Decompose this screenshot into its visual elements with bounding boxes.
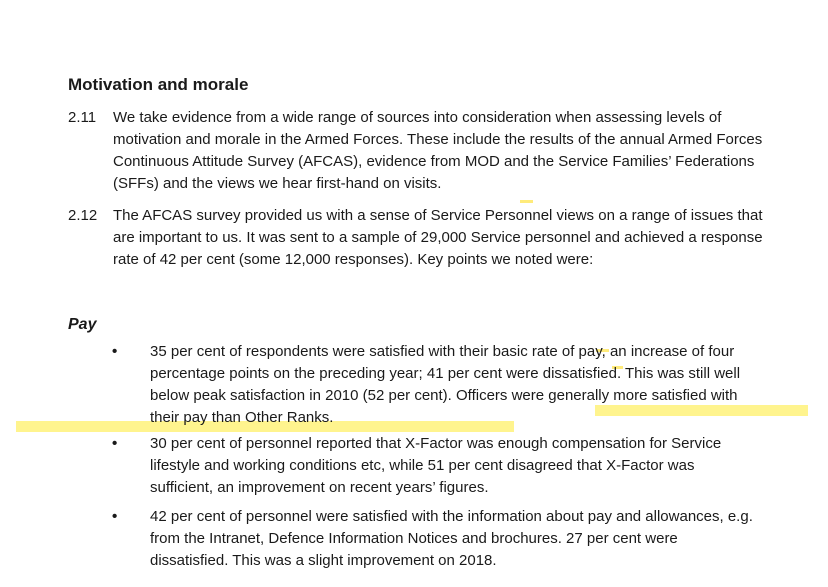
bullet-icon: • [112,343,118,360]
paragraph-2-11 [68,107,768,199]
list-item-text: 30 per cent of personnel reported that X-Factor was enough compensation for Service lifestyle and working conditions etc, while 51 per cent disagreed that X-Factor was sufficient, an improvement on recent years’ figures. [150,435,722,496]
list-item-text: 35 per cent of respondents were satisfied with their basic rate of pay, an increase of four percentage points on the preceding year; 41 per cent were dissatisfied. This was still well below peak satisfaction in 2010 (52 per cent). Officers were generally more satisfied with their pay than Other Ranks. [150,343,741,426]
bullet-icon: • [112,508,118,525]
paragraph-number: 2.11 [68,109,97,126]
section-heading: Motivation and morale [68,75,249,94]
bullet-icon: • [112,435,118,452]
list-item-text: 42 per cent of personnel were satisfied with the information about pay and allowances, e.g. from the Intranet, Defence Information Notices and brochures. 27 per cent were dissatisfied. This was a slight improvement on 2018. [150,508,753,569]
highlight-mark [520,200,533,203]
paragraph-number: 2.12 [68,207,98,224]
paragraph-text: We take evidence from a wide range of sources into consideration when assessing levels of motivation and morale in the Armed Forces. These include the results of the annual Armed Forces Continuous Attitude Survey (AFCAS), evidence from MOD and the Service Families’ Federations (SFFs) and the views we hear first-hand on visits. [113,109,763,192]
paragraph-2-12 [68,205,768,297]
subheading-pay: Pay [68,316,97,333]
paragraph-text: The AFCAS survey provided us with a sense of Service Personnel views on a range of issues that are important to us. It was sent to a sample of 29,000 Service personnel and achieved a response rate of 42 per cent (some 12,000 responses). Key points we noted were: [113,207,763,268]
